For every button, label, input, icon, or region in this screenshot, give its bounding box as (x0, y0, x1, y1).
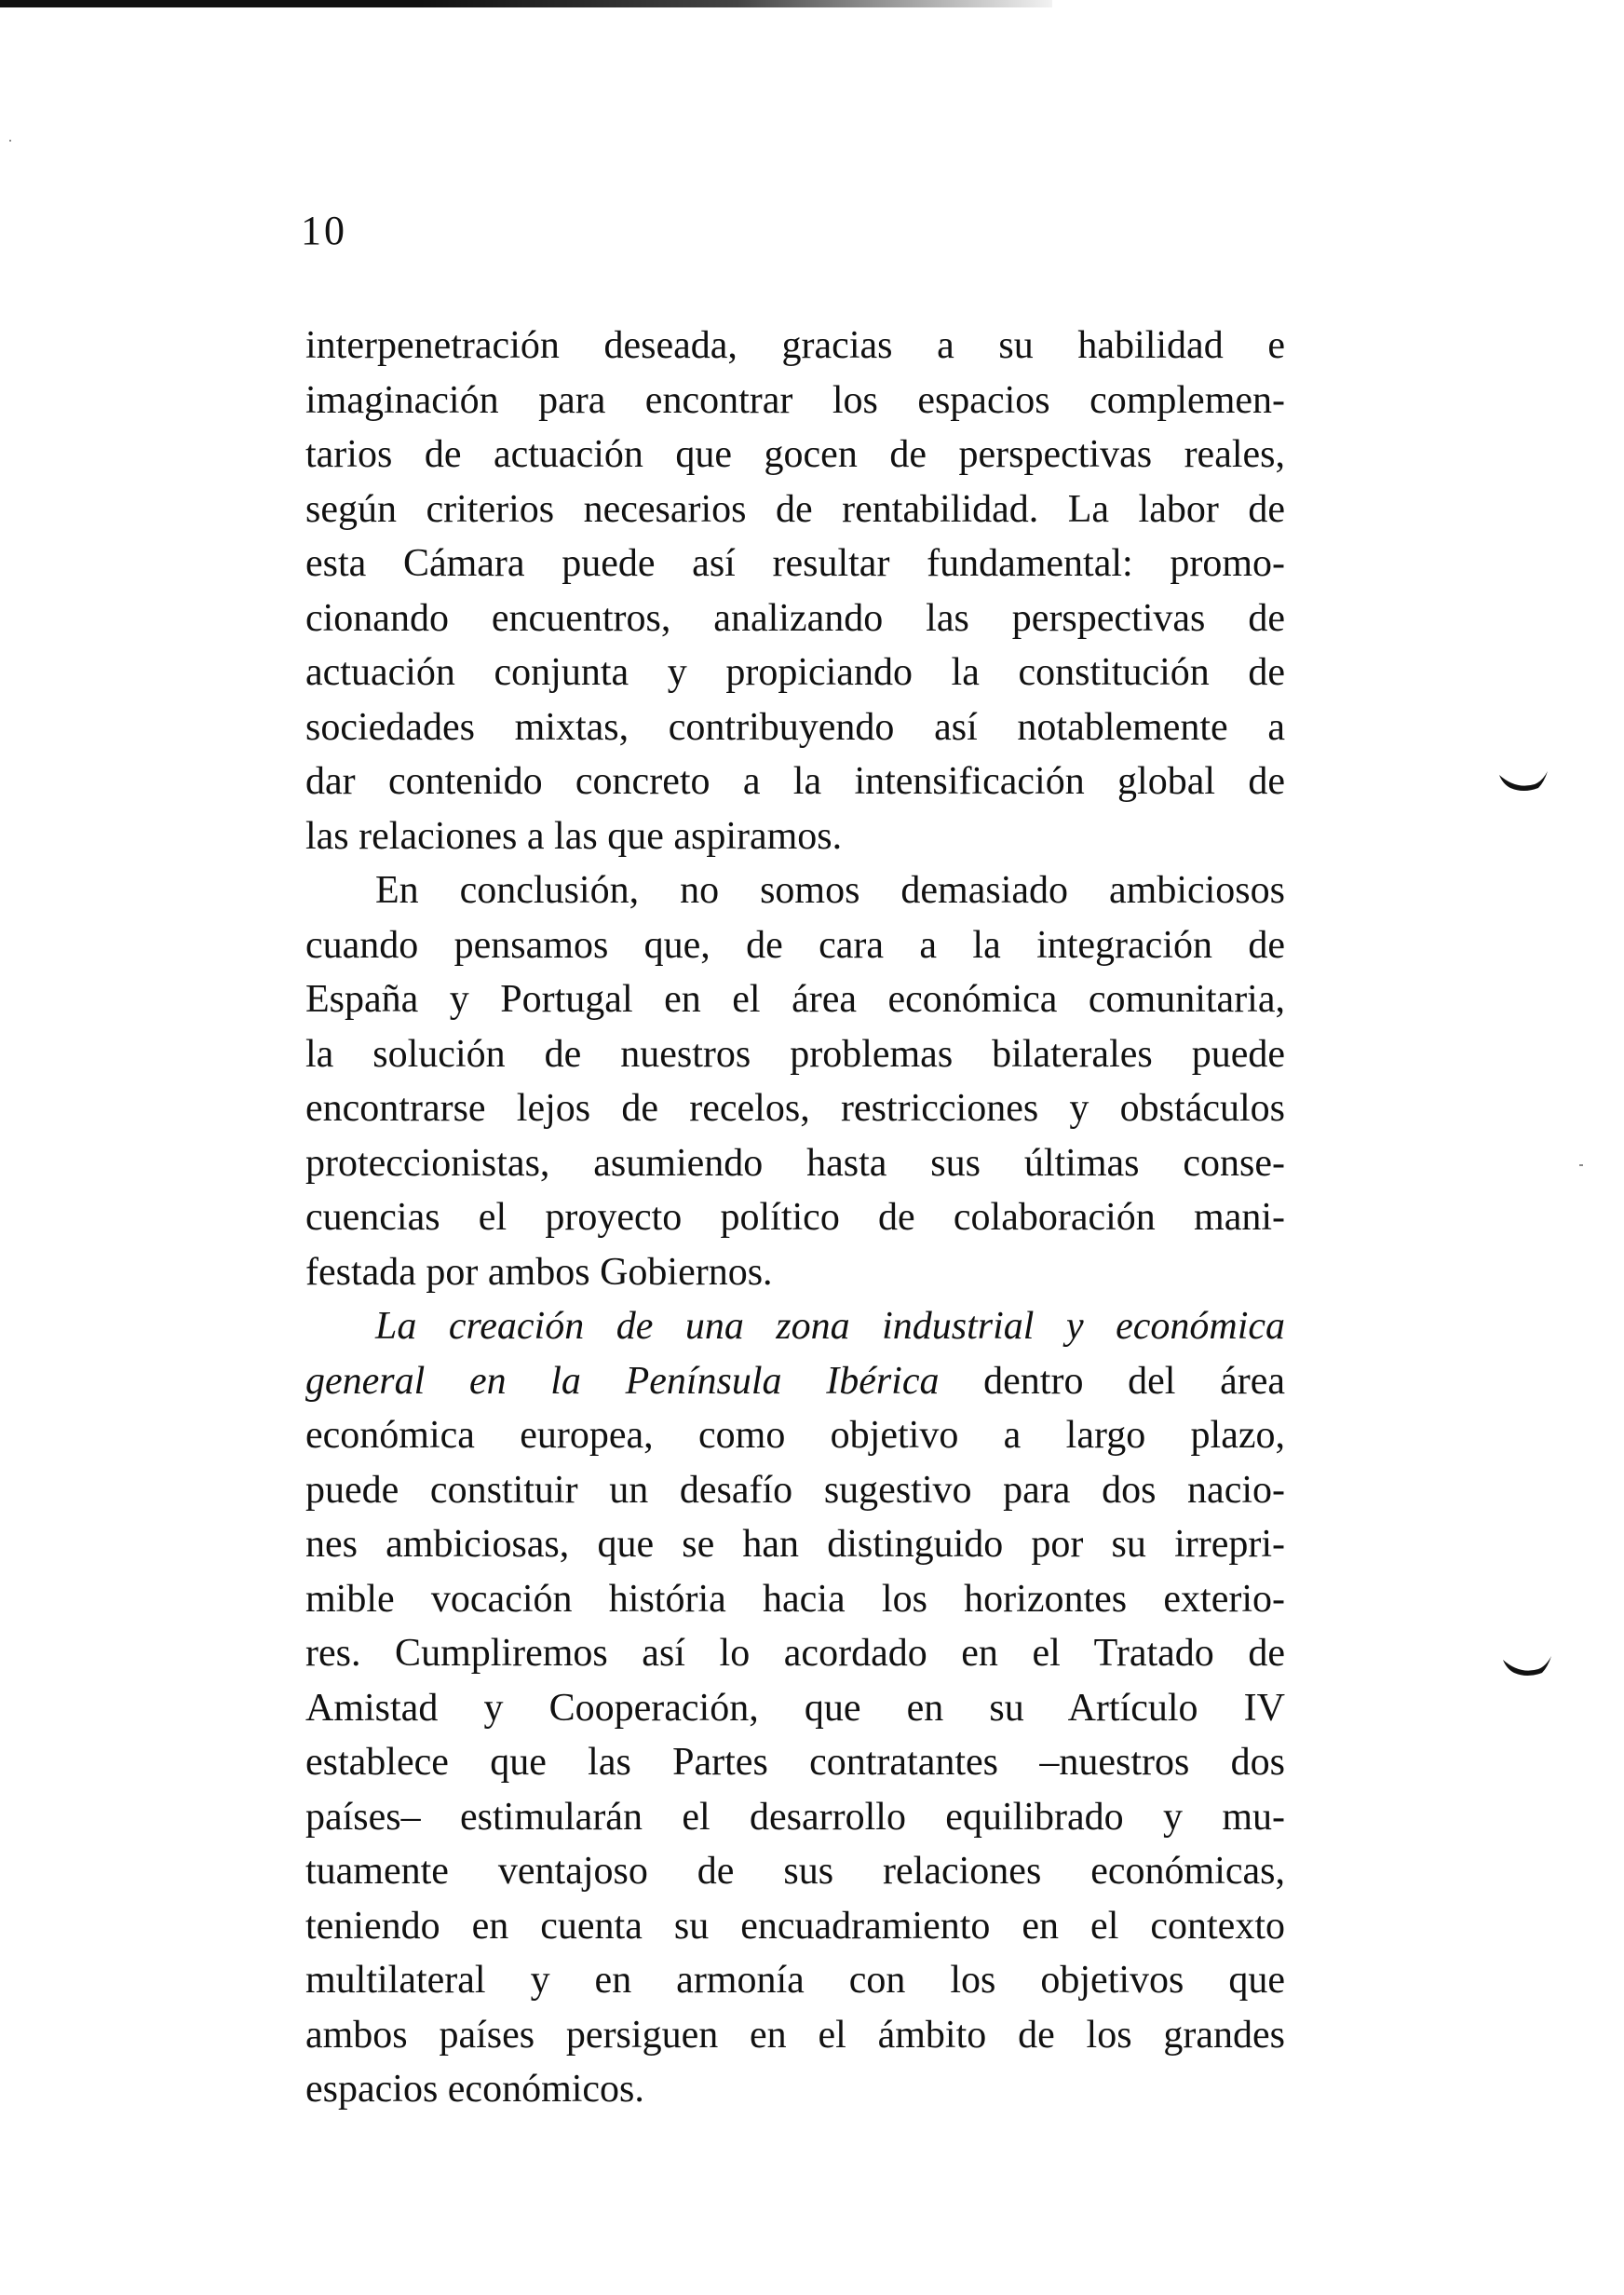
text-segment: multilateral y en armonía con los objetivos que (305, 1959, 1285, 2002)
text-segment: cuando pensamos que, de cara a la integración de (305, 923, 1285, 967)
text-line (305, 1790, 1285, 1845)
text-segment: Amistad y Cooperación, que en su Artículo IV (305, 1686, 1285, 1730)
text-segment: ambos países persiguen en el ámbito de los grandes (305, 2013, 1285, 2057)
page-number: 10 (301, 208, 347, 253)
text-line (305, 482, 1285, 537)
text-segment: sociedades mixtas, contribuyendo así notablemente a (305, 705, 1285, 749)
text-line (305, 1190, 1285, 1245)
text-segment: imaginación para encontrar los espacios complemen- (305, 378, 1285, 422)
text-line (305, 1354, 1285, 1409)
text-line (305, 972, 1285, 1027)
text-segment: puede constituir un desafío sugestivo para dos nacio- (305, 1468, 1285, 1512)
text-segment: cionando encuentros, analizando las perspectivas de (305, 596, 1285, 640)
text-line (305, 1245, 1285, 1300)
text-segment: En conclusión, no somos demasiado ambiciosos (375, 869, 1285, 912)
text-segment: actuación conjunta y propiciando la constitución de (305, 651, 1285, 694)
text-line (305, 591, 1285, 646)
text-line (305, 1844, 1285, 1899)
text-segment: mible vocación história hacia los horizontes exterio- (305, 1577, 1285, 1621)
text-segment: res. Cumpliremos así lo acordado en el Tratado de (305, 1632, 1285, 1675)
text-segment: general en la Península Ibérica (305, 1359, 940, 1403)
scan-speck (1579, 1164, 1583, 1166)
text-segment: países– estimularán el desarrollo equilibrado y mu- (305, 1795, 1285, 1839)
text-line (305, 645, 1285, 700)
text-segment: establece que las Partes contratantes –nuestros dos (305, 1741, 1285, 1784)
top-edge-rule (0, 0, 1052, 7)
body-text (305, 319, 1285, 2117)
text-line (305, 863, 1285, 918)
text-line (305, 1572, 1285, 1627)
text-line (305, 918, 1285, 973)
text-segment: festada por ambos Gobiernos. (305, 1250, 773, 1294)
margin-mark-icon (1497, 769, 1550, 794)
text-line (305, 1408, 1285, 1463)
text-line (305, 428, 1285, 482)
scan-speck (9, 140, 11, 142)
text-line (305, 2008, 1285, 2063)
text-segment: las relaciones a las que aspiramos. (305, 814, 843, 858)
text-segment: tuamente ventajoso de sus relaciones económicas, (305, 1850, 1285, 1893)
text-segment: económica europea, como objetivo a largo plazo, (305, 1414, 1285, 1457)
text-line (305, 809, 1285, 864)
text-line (305, 1626, 1285, 1681)
text-segment: cuencias el proyecto político de colaboración mani- (305, 1196, 1285, 1239)
text-line (305, 536, 1285, 591)
text-line (305, 319, 1285, 373)
text-line (305, 754, 1285, 809)
text-segment: según criterios necesarios de rentabilidad. La labor de (305, 487, 1285, 531)
text-line (305, 1735, 1285, 1790)
text-segment: encontrarse lejos de recelos, restricciones y obstáculos (305, 1087, 1285, 1130)
text-line (305, 373, 1285, 428)
text-segment: tarios de actuación que gocen de perspectivas reales, (305, 433, 1285, 476)
text-segment: proteccionistas, asumiendo hasta sus últimas conse- (305, 1141, 1285, 1185)
text-segment: la solución de nuestros problemas bilaterales puede (305, 1032, 1285, 1076)
text-line (305, 1299, 1285, 1354)
text-segment: La creación de una zona industrial y económica (375, 1305, 1285, 1348)
text-segment: dentro del área (939, 1359, 1285, 1403)
text-line (305, 1517, 1285, 1572)
text-segment: teniendo en cuenta su encuadramiento en el contexto (305, 1904, 1285, 1948)
text-line (305, 1899, 1285, 1954)
text-line (305, 1463, 1285, 1518)
text-segment: esta Cámara puede así resultar fundamental: promo- (305, 542, 1285, 585)
text-line (305, 2062, 1285, 2117)
margin-mark-icon (1501, 1654, 1553, 1678)
text-line (305, 1081, 1285, 1136)
text-segment: interpenetración deseada, gracias a su habilidad e (305, 324, 1285, 367)
text-line (305, 1953, 1285, 2008)
text-line (305, 700, 1285, 755)
text-segment: dar contenido concreto a la intensificación global de (305, 760, 1285, 803)
text-line (305, 1681, 1285, 1736)
text-segment: nes ambiciosas, que se han distinguido por su irrepri- (305, 1523, 1285, 1566)
text-line (305, 1136, 1285, 1191)
text-segment: espacios económicos. (305, 2068, 644, 2111)
text-line (305, 1027, 1285, 1082)
text-segment: España y Portugal en el área económica comunitaria, (305, 978, 1285, 1021)
